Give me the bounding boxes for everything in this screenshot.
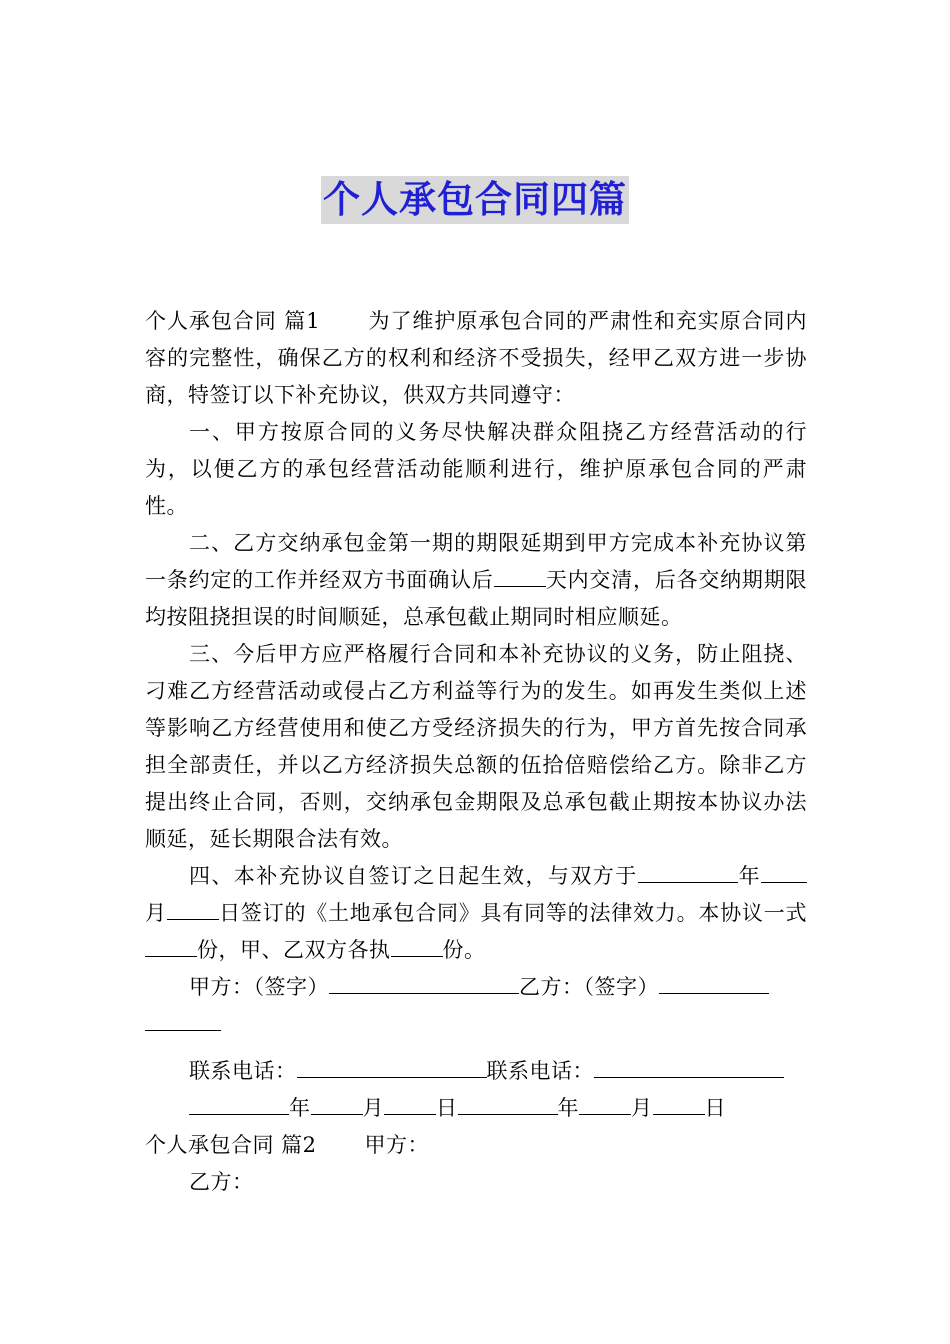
copies-blank <box>145 938 197 957</box>
section2-heading: 个人承包合同 篇2 <box>145 1133 317 1157</box>
section1-intro: 为了维护原承包合同的严肃性和充实原合同内容的完整性，确保乙方的权利和经济不受损失，经甲乙双方进一步协商，特签订以下补充协议，供双方共同遵守： <box>145 309 807 407</box>
date-b-month: 月 <box>631 1096 653 1120</box>
each-copies-blank <box>391 938 443 957</box>
party-a-phone-blank <box>297 1059 487 1078</box>
year-blank <box>638 864 738 883</box>
date-a-year-blank <box>189 1096 289 1115</box>
document-title: 个人承包合同四篇 <box>321 176 629 224</box>
section1-heading: 个人承包合同 篇1 <box>145 309 321 333</box>
date-b-year-blank <box>458 1096 558 1115</box>
clause-3: 三、今后甲方应严格履行合同和本补充协议的义务，防止阻挠、刁难乙方经营活动或侵占乙方利益等行为的发生。如再发生类似上述等影响乙方经营使用和使乙方受经济损失的行为，甲方首先按合同承担全部责任，并以乙方经济损失总额的伍拾倍赔偿给乙方。除非乙方提出终止合同，否则，交纳承包金期限及总承包截止期按本协议办法顺延，延长期限合法有效。 <box>145 642 807 851</box>
party-a-signature-blank <box>329 975 519 994</box>
clause-4-text-b: 日签订的《土地承包合同》具有同等的法律效力。本协议一式 <box>218 901 808 925</box>
party-b-phone-blank <box>594 1059 784 1078</box>
clause-4-year: 年 <box>737 864 762 888</box>
month-blank-part2 <box>795 864 807 883</box>
section2-party-a: 甲方： <box>364 1133 430 1157</box>
signature-continuation <box>145 1006 807 1043</box>
month-blank-part1 <box>761 864 795 883</box>
party-b-signature-blank-cont <box>145 1012 221 1031</box>
clause-4-text-d: 份。 <box>442 938 486 962</box>
days-blank <box>494 568 546 587</box>
party-a-phone-label: 联系电话： <box>189 1059 297 1083</box>
clause-4-text-c: 份，甲、乙双方各执 <box>197 938 391 962</box>
date-b-year: 年 <box>557 1096 579 1120</box>
clause-2 <box>145 525 807 636</box>
party-a-signature-label: 甲方：（签字） <box>189 975 329 999</box>
day-blank <box>167 901 219 920</box>
date-a-day: 日 <box>436 1096 458 1120</box>
party-b-phone-label: 联系电话： <box>486 1059 594 1083</box>
date-b-month-blank <box>579 1096 631 1115</box>
party-b-signature-blank <box>659 975 769 994</box>
signature-line <box>145 969 807 1006</box>
date-line <box>145 1090 807 1127</box>
section1-intro-paragraph <box>145 303 807 414</box>
clause-2-text-b: 天内交清，后各交纳期期限均按阻挠担误的时间顺延，总承包截止期同时相应顺延。 <box>145 568 808 629</box>
party-b-signature-label: 乙方：（签字） <box>519 975 659 999</box>
date-a-year: 年 <box>289 1096 311 1120</box>
clause-1: 一、甲方按原合同的义务尽快解决群众阻挠乙方经营活动的行为，以便乙方的承包经营活动能顺利进行，维护原承包合同的严肃性。 <box>145 420 807 518</box>
clause-4-text-a: 四、本补充协议自签订之日起生效，与双方于 <box>189 864 638 888</box>
date-a-day-blank <box>384 1096 436 1115</box>
clause-4-month: 月 <box>145 901 167 925</box>
date-b-day-blank <box>653 1096 705 1115</box>
document-body <box>145 303 807 1201</box>
clause-4 <box>145 858 807 969</box>
clause-2-text-a: 二、乙方交纳承包金第一期的期限延期到甲方完成本补充协议第一条约定的工作并经双方书面确认后 <box>145 531 807 592</box>
section2-heading-line <box>145 1127 807 1164</box>
date-a-month: 月 <box>362 1096 384 1120</box>
title-container <box>0 176 950 224</box>
phone-line <box>145 1053 807 1090</box>
date-b-day: 日 <box>704 1096 726 1120</box>
date-a-month-blank <box>311 1096 363 1115</box>
section2-party-b: 乙方： <box>189 1170 254 1194</box>
